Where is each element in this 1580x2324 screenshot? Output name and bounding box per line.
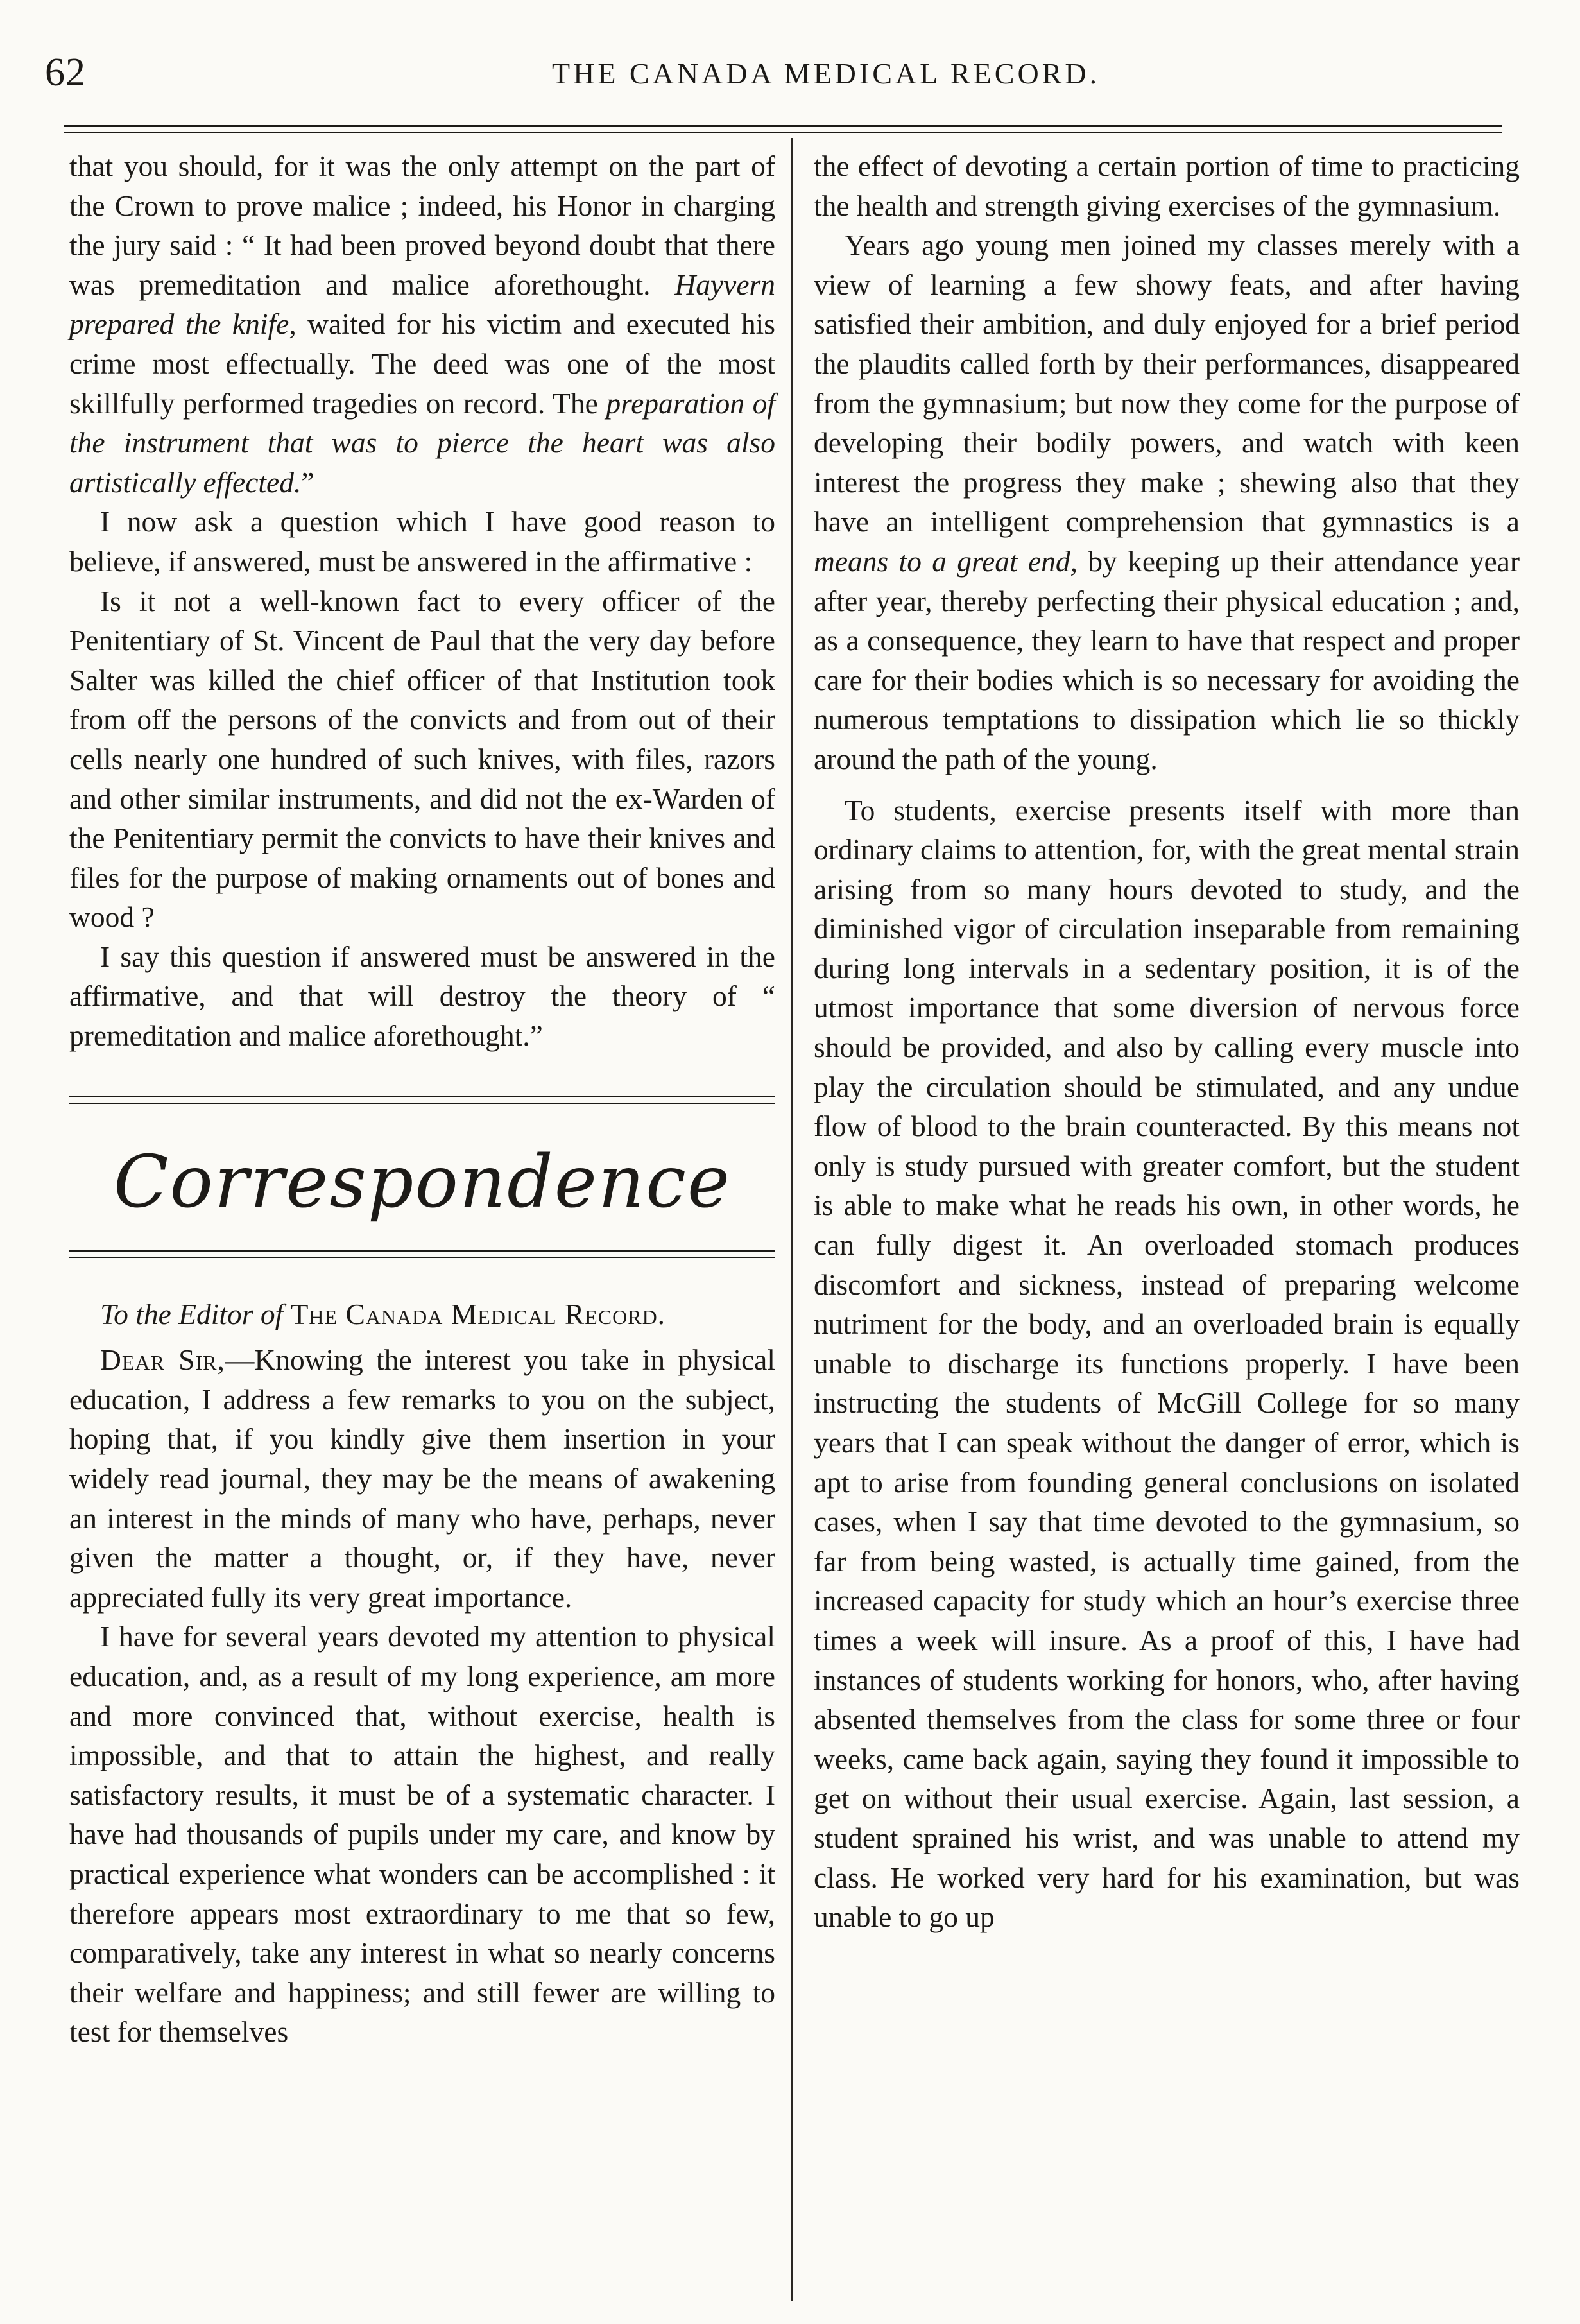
letter-text: by keeping up their attendance year after year, thereby perfecting their physical education ; and, as a consequence, they learn to have that respect and proper care for their bodies which is so necessary for avoiding the numerous temptations to dissipation which lie so thickly around the path of the young.	[814, 544, 1520, 775]
page-header	[0, 0, 1580, 135]
paragraph: I now ask a question which I have good reason to believe, if answered, must be answered in the affirmative :	[69, 505, 775, 578]
emphasis-italic: means to a great end,	[814, 544, 1078, 578]
journal-name: The Canada Medical Record.	[290, 1297, 666, 1330]
article-continuation	[69, 146, 775, 502]
quoted-italic: preparation of the instrument that was to pierce the heart was also artistically effected.	[69, 386, 775, 499]
letter-paragraph	[69, 1340, 775, 1617]
paragraph: Is it not a well-known fact to every officer of the Penitentiary of St. Vincent de Paul that the very day before Salter was killed the chief officer of that Institution took from off the persons of the convicts and from out of their cells nearly one hundred of such knives, with files, razors and other similar instruments, and did not the ex-Warden of the Penitentiary permit the convicts to have their knives and files for the purpose of making ornaments out of bones and wood ?	[69, 584, 775, 934]
quote-close: ”	[301, 465, 314, 499]
salutation: Dear Sir,	[100, 1343, 225, 1377]
continuation-text: waited for his victim and executed his crime most effectually. The deed was one of the most skillfully performed tragedies on record. The	[69, 307, 776, 420]
right-column	[814, 146, 1520, 1937]
letter-paragraph: To students, exercise presents itself with more than ordinary claims to attention, for, with the great mental strain arising from so many hours devoted to study, and the diminished vigor of circulation inseparable from remaining during long intervals in a sedentary position, it is of the utmost importance that some diversion of nervous force should be provided, and also by calling every muscle into play the circulation should be stimulated, and any undue flow of blood to the brain counteracted. By this means not only is study pursued with greater comfort, but the student is able to make what he reads his own, in other words, he can fully digest it. An overloaded stomach produces discomfort and sickness, instead of preparing welcome nutriment for the body, and an overloaded brain is equally unable to discharge its functions properly. I have been instructing the students of McGill College for so many years that I can speak without the danger of error, which is apt to arise from founding general conclusions on isolated cases, when I say that time devoted to the gymnasium, so far from being wasted, is actually time gained, from the increased capacity for study which an hour’s exercise three times a week will insure. As a proof of this, I have had instances of students working for honors, who, after having absented themselves from the class for some three or four weeks, came back again, saying they found it impossible to get on without their usual exercise. Again, last session, a student sprained his wrist, and was unable to attend my class. He worked very hard for his examination, but was unable to go up	[814, 793, 1520, 1934]
address-italic: To the Editor of	[100, 1297, 284, 1330]
letter-text: Years ago young men joined my classes merely with a view of learning a few showy feats, and after having satisfied their ambition, and duly enjoyed for a brief period the plaudits called forth by their performances, disappeared from the gymnasium; but now they come for the purpose of developing their bodily powers, and watch with keen interest the progress they make ; shewing also that they have an intelligent comprehension that gymnastics is a	[814, 228, 1520, 538]
section-heading: Correspondence	[113, 1140, 732, 1224]
quoted-italic: Hayvern prepared the knife,	[69, 268, 775, 341]
paragraph: I say this question if answered must be answered in the affirmative, and that will destroy the theory of “ premeditation and malice aforethought.”	[69, 940, 775, 1053]
running-title: THE CANADA MEDICAL RECORD.	[552, 57, 1101, 90]
letter-paragraph: I have for several years devoted my attention to physical education, and, as a result of my long experience, am more and more convinced that, without exercise, health is impossible, and that to attain the highest, and really satisfactory results, it must be of a systematic character. I have had thousands of pupils under my care, and know by practical experience what wonders can be accomplished : it therefore appears most extraordinary to me that so few, comparatively, take any interest in what so nearly concerns their welfare and happiness; and still fewer are willing to test for themselves	[69, 1620, 775, 2049]
letter-address	[69, 1295, 775, 1334]
section-rule-lower	[69, 1250, 775, 1269]
page-number: 62	[45, 51, 86, 94]
section-rule-upper	[69, 1096, 775, 1115]
letter-continuation: the effect of devoting a certain portion of time to practicing the health and strength giving exercises of the gymnasium.	[814, 150, 1520, 222]
letter-text: —Knowing the interest you take in physical education, I address a few remarks to you on the subject, hoping that, if you kindly give them insertion in your widely read journal, they may be the means of awakening an interest in the minds of many who have, perhaps, never given the matter a thought, or, if they have, never appreciated fully its very great importance.	[69, 1343, 776, 1614]
header-rule	[64, 125, 1502, 127]
continuation-text: that you should, for it was the only attempt on the part of the Crown to prove malice ; indeed, his Honor in charging the jury said : “ It had been proved beyond doubt that there was premeditation and malice aforethought.	[69, 150, 775, 301]
header-rule	[64, 132, 1502, 133]
column-divider	[791, 138, 793, 2301]
letter-paragraph	[814, 225, 1520, 779]
left-column	[69, 146, 775, 2052]
